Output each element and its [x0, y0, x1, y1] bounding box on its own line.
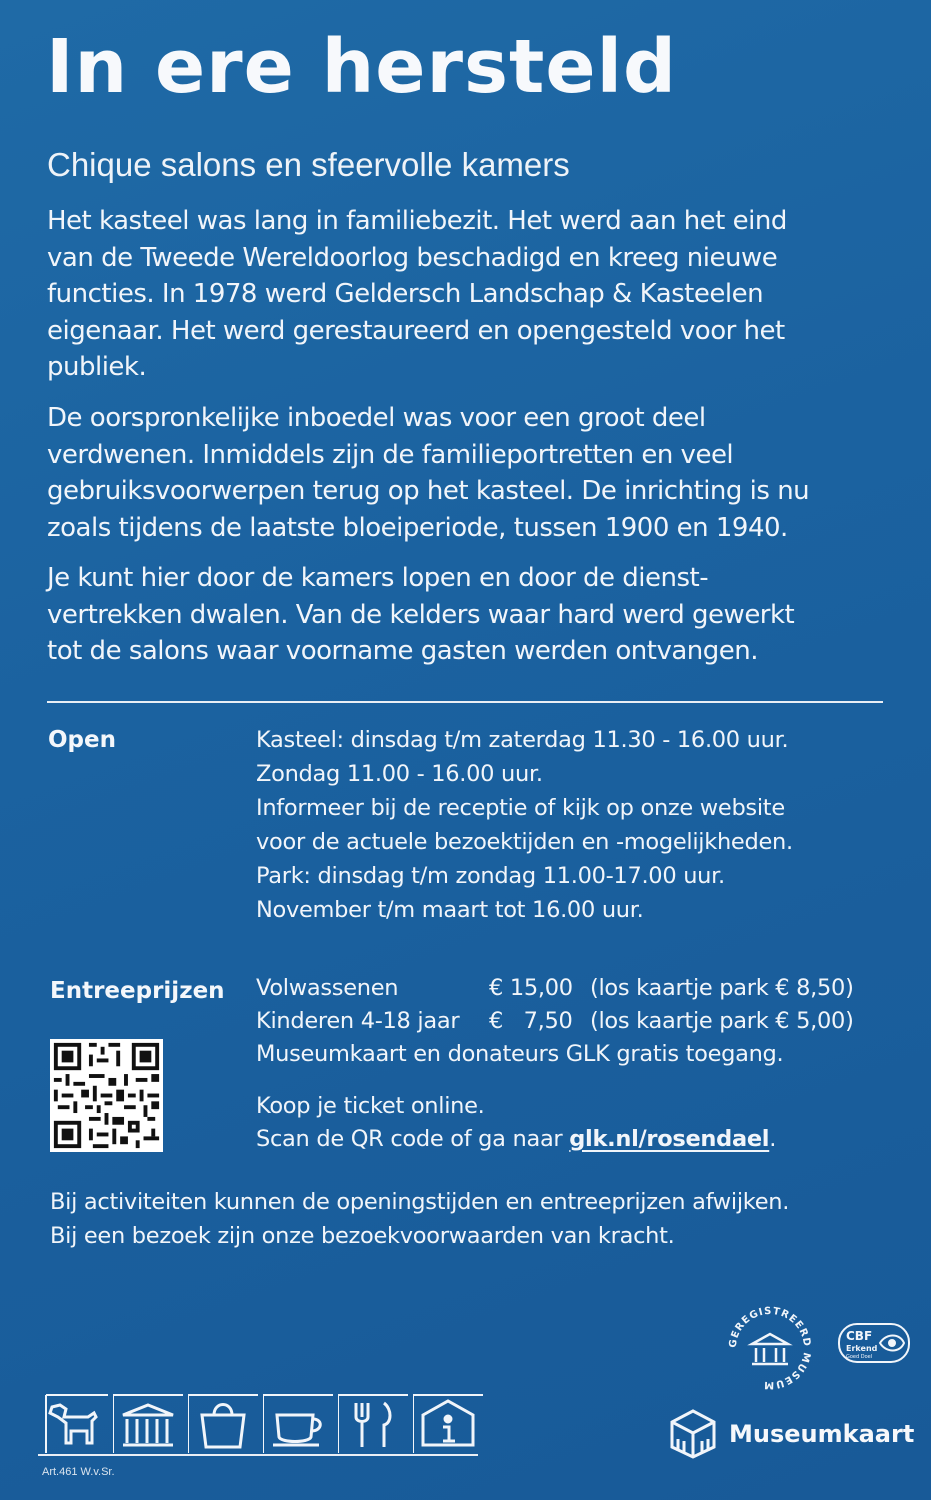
website-link[interactable]: glk.nl/rosendael: [569, 1126, 770, 1152]
hours-line: voor de actuele bezoektijden en -mogelijkheden.: [256, 829, 793, 855]
price-free: Museumkaart en donateurs GLK gratis toegang.: [256, 1041, 784, 1067]
paragraph-line: van de Tweede Wereldoorlog beschadigd en kreeg nieuwe: [47, 242, 778, 273]
footer-line: Bij activiteiten kunnen de openingstijden en entreeprijzen afwijken.: [50, 1189, 790, 1215]
price-row-adults: [256, 972, 854, 1005]
qr-code-graphic: [50, 1039, 163, 1152]
cbf-badge: [838, 1323, 910, 1363]
museum-icon: [113, 1385, 183, 1455]
hours-line: Informeer bij de receptie of kijk op onze website: [256, 795, 785, 821]
ticket-line: Koop je ticket online.: [256, 1093, 485, 1119]
paragraph-line: gebruiksvoorwerpen terug op het kasteel. De inrichting is nu: [47, 476, 810, 506]
hours-line: Park: dinsdag t/m zondag 11.00-17.00 uur.: [256, 863, 725, 889]
paragraph-line: Het kasteel was lang in familiebezit. Het werd aan het eind: [47, 206, 787, 236]
open-label: Open: [48, 727, 116, 753]
shopping-bag-icon: [188, 1385, 258, 1455]
paragraph-rooms: [47, 560, 897, 670]
ticket-info: [256, 1090, 776, 1156]
museum-seal-icon: [752, 1334, 788, 1364]
paragraph-line: eigenaar. Het werd gerestaureerd en opengesteld voor het: [47, 315, 785, 346]
hours-line: November t/m maart tot 16.00 uur.: [256, 897, 644, 923]
paragraph-line: De oorspronkelijke inboedel was voor een groot deel: [47, 403, 706, 433]
cbf-goed-doel: Goed Doel: [846, 1354, 873, 1360]
price-park: (los kaartje park € 8,50): [590, 975, 854, 1001]
paragraph-line: zoals tijdens de laatste bloeiperiode, tussen 1900 en 1940.: [47, 512, 788, 543]
eye-icon: [880, 1336, 904, 1351]
dog-icon: [38, 1385, 108, 1455]
price-amount: € 7,50: [489, 1008, 573, 1034]
ticket-prefix: Scan de QR code of ga naar: [256, 1126, 570, 1152]
paragraph-line: functies. In 1978 werd Geldersch Landschap & Kasteelen: [47, 279, 764, 309]
price-who: Volwassenen: [256, 975, 399, 1001]
paragraph-history: [47, 203, 897, 386]
registered-museum-seal: [722, 1300, 818, 1396]
price-row-children: [256, 1005, 854, 1038]
paragraph-line: vertrekken dwalen. Van de kelders waar hard werd gewerkt: [47, 599, 795, 630]
museumkaart-label: Museumkaart: [729, 1420, 915, 1448]
paragraph-line: verdwenen. Inmiddels zijn de familieportretten en veel: [47, 439, 734, 470]
facility-icons: [38, 1385, 478, 1455]
page-title: In ere hersteld: [46, 24, 677, 110]
price-park: (los kaartje park € 5,00): [590, 1008, 854, 1034]
article-reference: Art.461 W.v.Sr.: [42, 1466, 115, 1478]
price-row-free: [256, 1038, 783, 1071]
paragraph-line: Je kunt hier door de kamers lopen en door de dienst-: [47, 563, 709, 593]
hours-line: Zondag 11.00 - 16.00 uur.: [256, 761, 543, 787]
qr-code[interactable]: [50, 1039, 163, 1152]
prices-label: Entreeprijzen: [50, 978, 225, 1004]
museumkaart-icon: [668, 1407, 718, 1459]
svg-text:GEREGISTREERD MUSEUM: [728, 1306, 812, 1390]
divider: [47, 701, 883, 703]
coffee-cup-icon: [263, 1385, 333, 1455]
ticket-line-link: [256, 1123, 776, 1156]
cbf-erkend: Erkend: [846, 1344, 878, 1353]
ticket-suffix: .: [769, 1126, 777, 1152]
icons-divider: [38, 1454, 478, 1456]
cbf-title: CBF: [846, 1329, 873, 1343]
seal-text: GEREGISTREERD MUSEUM: [727, 1305, 813, 1391]
hours-line: Kasteel: dinsdag t/m zaterdag 11.30 - 16.00 uur.: [256, 727, 789, 753]
price-table: [256, 972, 854, 1071]
footer-line: Bij een bezoek zijn onze bezoekvoorwaarden van kracht.: [50, 1223, 675, 1249]
paragraph-line: tot de salons waar voorname gasten werden ontvangen.: [47, 636, 759, 666]
footer-note: [50, 1185, 789, 1253]
subtitle: Chique salons en sfeervolle kamers: [47, 146, 570, 183]
price-amount: € 15,00: [489, 975, 573, 1001]
opening-hours: [256, 723, 896, 927]
paragraph-line: publiek.: [47, 352, 147, 382]
info-icon: [413, 1385, 483, 1455]
paragraph-interior: [47, 400, 897, 546]
price-who: Kinderen 4-18 jaar: [256, 1008, 460, 1034]
cutlery-icon: [338, 1385, 408, 1455]
